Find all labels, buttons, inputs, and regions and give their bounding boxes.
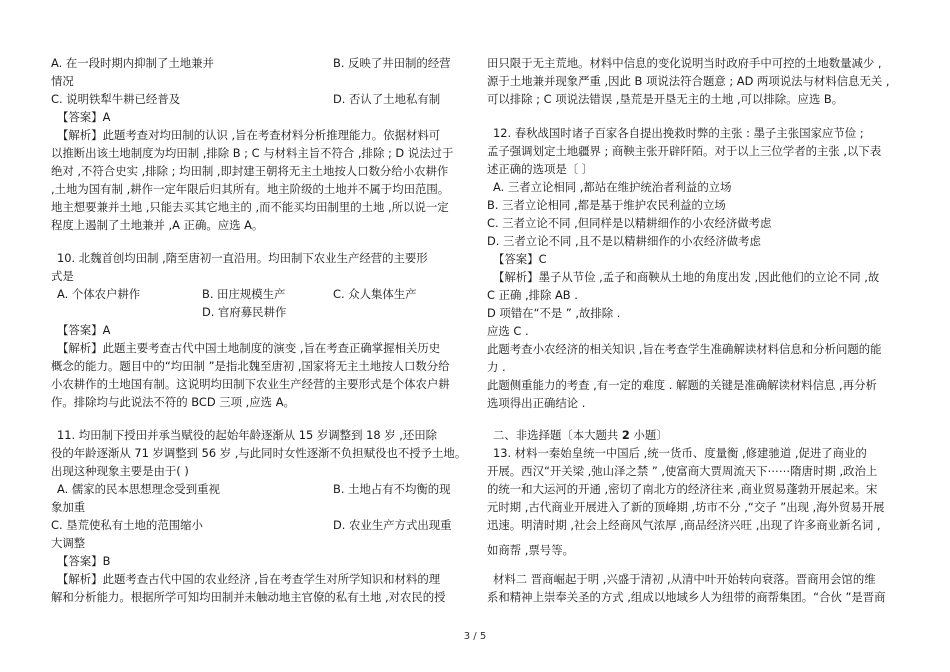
q12-explanation-line: 此题考查小农经济的相关知识 ,旨在考查学生准确解读材料信息和分析问题的能 [487,342,882,356]
section-heading: 二、非选择题〔本大题共 2 小题〕 [493,428,668,442]
q13-stem: 13. 材料一秦始皇统一中国后 ,统一货币、度量衡 ,修建驰道 ,促进了商业的 [493,446,867,460]
q12-explanation-line: 力 . [487,360,506,374]
q13-stem-cont: 的统一和大运河的开通 ,密切了南北方的经济往来 ,商业贸易蓬勃开展起来。宋 [487,482,878,496]
q13-stem-cont: 元时期 ,古代商业开展进入了新的顶峰期 ,坊市不分 ,“交子 ”出现 ,海外贸易开展 [487,500,885,514]
q9-explanation-line: ,土地为国有制 ,耕作一定年限后归其所有。地主阶级的土地并不属于均田范围。 [51,182,450,196]
q10-stem-cont: 式是 [51,269,74,283]
q9-explanation-line: 【解析】此题考查对均田制的认识 ,旨在考查材料分析推理能力。依据材料可 [57,128,441,142]
q9-explanation-line: 地主想要兼并土地 ,只能去买其它地主的 ,而不能买均田制里的土地 ,所以说一定 [51,200,449,214]
q12-stem-cont: 孟子强调划定土地疆界 ; 商鞅主张开辟阡陌。对于以上三位学者的主张 ,以下表 [487,144,882,158]
q13-material-two: 材料二 晋商崛起于明 ,兴盛于清初 ,从清中叶开始转向衰落。晋商用会馆的维 [493,572,876,586]
q12-option-b: B. 三者立论相同 ,都是基于维护农民利益的立场 [487,198,726,212]
q9-explanation-line: 绝对 ,不符合史实 ,排除 ; 均田制 ,即封建王朝将无主土地按人口数分给小农耕作 [51,164,449,178]
q10-explanation-line: 小农耕作的土地国有制。这说明均田制下农业生产经营的主要形式是个体农户耕 [51,377,450,391]
q10-option-d: D. 官府募民耕作 [202,305,287,319]
q11-explanation-line: 【解析】此题考查古代中国的农业经济 ,旨在考查学生对所学知识和材料的理 [57,572,441,586]
q11-stem: 11. 均田制下授田并承当赋役的起始年龄逐渐从 15 岁调整到 18 岁 ,还田除 [57,428,437,442]
q12-explanation-line: 应选 C . [487,324,529,338]
q13-stem-cont: 迅速。明清时期 ,社会上经商风气浓厚 ,商品经济兴旺 ,出现了许多商业新名词 , [487,518,881,532]
q10-stem: 10. 北魏首创均田制 ,隋至唐初一直沿用。均田制下农业生产经营的主要形 [57,251,428,265]
q12-explanation-line: D 项错在“不是 ” ,故排除 . [487,306,621,320]
q9-answer: 【答案】A [57,110,111,124]
q12-option-d: D. 三者立论不同 ,且不是以精耕细作的小农经济做考虑 [487,234,761,248]
q11-explanation-cont: 可以排除 ; C 项说法错误 ,垦荒是开垦无主的土地 ,可以排除。应选 B。 [487,92,844,106]
q12-stem: 12. 春秋战国时诸子百家各自提出挽救时弊的主张 : 墨子主张国家应节俭 ; [493,126,864,140]
q12-stem-cont: 述正确的选项是〔 〕 [487,162,594,176]
q11-option-d: D. 农业生产方式出现重 [333,518,452,532]
q9-option-d: D. 否认了土地私有制 [333,92,441,106]
q9-explanation-line: 程度上遏制了土地兼并 ,A 正确。应选 A。 [51,218,264,232]
q12-explanation-line: 此题侧重能力的考查 ,有一定的难度 . 解题的关键是准确解读材料信息 ,再分析 [487,378,877,392]
q11-option-b-cont: 象加重 [51,500,86,514]
q11-explanation-line: 解和分析能力。根据所学可知均田制并未触动地主官僚的私有土地 ,对农民的授 [51,590,446,604]
q11-option-d-cont: 大调整 [51,536,86,550]
page-number: 3 / 5 [463,631,487,642]
q11-explanation-cont: 源于土地兼并现象严重 ,因此 B 项说法符合题意 ; AD 两项说法与材料信息无关 , [487,74,890,88]
q10-explanation-line: 【解析】此题主要考查古代中国土地制度的演变 ,旨在考查正确掌握相关历史 [57,341,441,355]
q11-stem-cont: 出现这种现象主要是由于( ) [51,464,189,478]
q11-option-a: A. 儒家的民本思想理念受到重视 [57,482,220,496]
q13-material-two-cont: 系和精神上崇奉关圣的方式 ,组成以地域乡人为纽带的商帮集团。“合伙 ”是晋商 [487,590,886,604]
q12-option-c: C. 三者立论不同 ,但同样是以精耕细作的小农经济做考虑 [487,216,772,230]
q11-option-c: C. 垦荒使私有土地的范围缩小 [51,518,203,532]
q12-explanation-line: 选项得出正确结论 . [487,396,586,410]
q10-answer: 【答案】A [57,323,111,337]
q12-answer: 【答案】C [493,252,547,266]
q11-explanation-cont: 田只限于无主荒地。材料中信息的变化说明当时政府手中可控的土地数量减少 , [487,56,882,70]
q9-option-a: A. 在一段时期内抑制了土地兼并 [51,56,214,70]
q11-answer: 【答案】B [57,554,111,568]
q12-explanation-line: C 正确 ,排除 AB . [487,288,578,302]
q9-explanation-line: 以推断出该土地制度为均田制 ,排除 B ; C 与材料主旨不符合 ,排除 ; D 说法过于 [51,146,454,160]
q13-stem-cont: 如商帮 ,票号等。 [487,543,574,557]
q9-option-c: C. 说明铁犁牛耕已经普及 [51,92,181,106]
q10-explanation-line: 概念的能力。题目中的“均田制 ”是指北魏至唐初 ,国家将无主土地按人口数分给 [51,359,450,373]
q11-stem-cont: 役的年龄逐渐从 71 岁调整到 56 岁 ,与此同时女性逐渐不负担赋役也不授予土地。 [51,446,467,460]
q9-option-b-cont: 情况 [51,74,74,88]
q10-explanation-line: 作。排除均与此说法不符的 BCD 三项 ,应选 A。 [51,395,295,409]
q10-option-b: B. 田庄规模生产 [202,287,286,301]
q9-option-b: B. 反映了井田制的经营 [333,56,451,70]
q12-option-a: A. 三者立论相同 ,都站在维护统治者利益的立场 [493,180,732,194]
q13-stem-cont: 开展。西汉“开关梁 ,弛山泽之禁 ” ,使富商大贾周流天下⋯⋯隋唐时期 ,政治上 [487,464,878,478]
q12-explanation-line: 【解析】墨子从节俭 ,孟子和商鞅从土地的角度出发 ,因此他们的立论不同 ,故 [493,270,880,284]
q11-option-b: B. 土地占有不均衡的现 [333,482,451,496]
q10-option-c: C. 众人集体生产 [333,287,417,301]
q10-option-a: A. 个体农户耕作 [57,287,141,301]
